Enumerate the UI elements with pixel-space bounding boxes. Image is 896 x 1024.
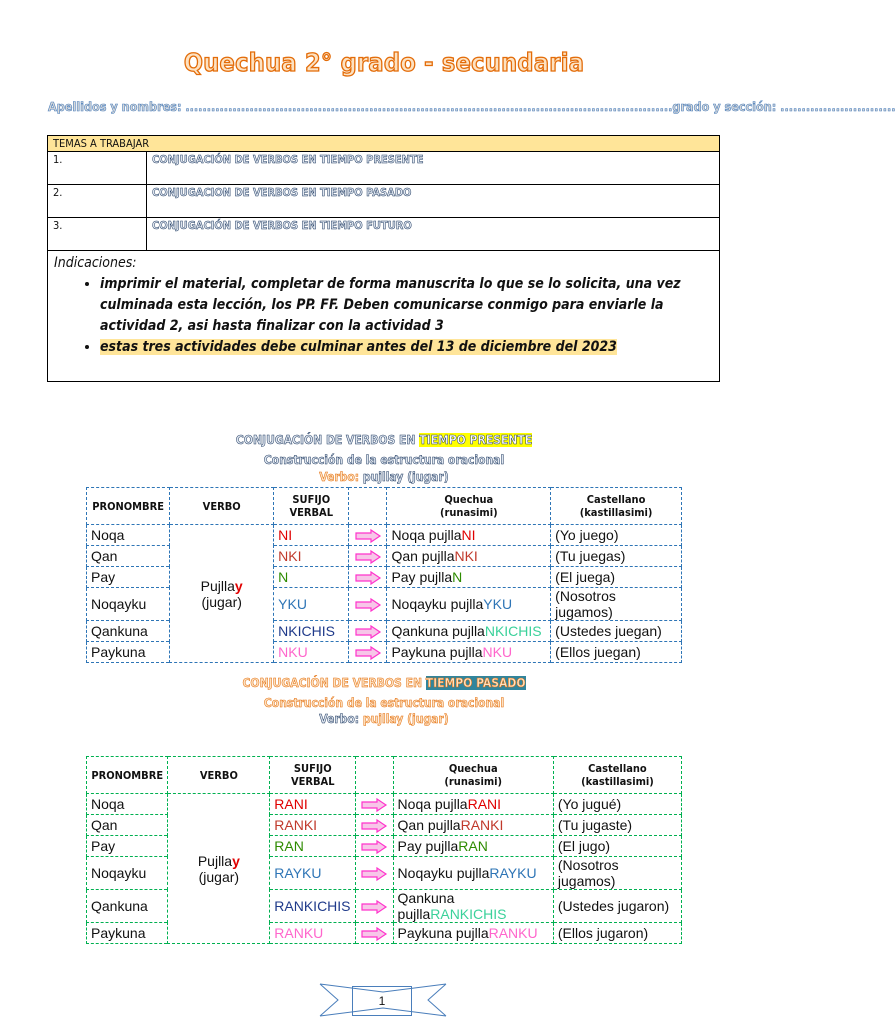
quechua-suffix: RANI bbox=[467, 796, 502, 812]
verb-gloss: (jugar) bbox=[198, 868, 240, 885]
header-quechua-line1: Quechua bbox=[444, 493, 494, 506]
present-heading bbox=[0, 433, 768, 447]
quechua-base: Qan pujlla bbox=[397, 817, 461, 833]
arrow-cell bbox=[356, 794, 393, 815]
header-suffix-line1: SUFIJO bbox=[292, 493, 331, 506]
pronoun-cell: Pay bbox=[87, 836, 168, 857]
suffix-cell: RANKICHIS bbox=[270, 890, 356, 923]
suffix-cell: NKI bbox=[274, 546, 349, 567]
header-spanish-line1: Castellano bbox=[586, 493, 646, 506]
right-arrow-icon bbox=[361, 927, 387, 941]
present-verb-line bbox=[0, 470, 768, 484]
past-verb-line bbox=[0, 712, 768, 726]
quechua-base: Paykuna pujlla bbox=[391, 644, 483, 660]
topic-row bbox=[48, 185, 720, 218]
verb-ending: y bbox=[232, 852, 240, 869]
spanish-cell: (Ellos juegan) bbox=[551, 642, 682, 663]
verb-cell bbox=[170, 525, 274, 663]
spanish-cell: (Yo jugué) bbox=[553, 794, 681, 815]
verb-stem: Pujlla bbox=[197, 852, 233, 869]
quechua-base: Pay pujlla bbox=[391, 569, 453, 585]
quechua-base: Noqayku pujlla bbox=[397, 865, 490, 881]
indication-item: • imprimir el material, completar de forma manuscrita lo que se lo solicita, una vez culminada esta lección, los PP. FF. Deben comunicarse conmigo para enviarle la actividad 2, asi hasta finalizar con la actividad 3 bbox=[100, 274, 713, 337]
topic-text: CONJUGACIÓN DE VERBOS EN TIEMPO FUTURO bbox=[147, 218, 720, 251]
quechua-cell bbox=[387, 642, 551, 663]
spanish-cell: (Yo juego) bbox=[551, 525, 682, 546]
arrow-cell bbox=[349, 642, 387, 663]
header-suffix-line2: VERBAL bbox=[289, 506, 334, 519]
header-arrow-blank bbox=[349, 488, 387, 525]
verb-cell bbox=[168, 794, 270, 944]
verb-stem: Pujlla bbox=[200, 577, 235, 594]
suffix-cell: NKICHIS bbox=[274, 621, 349, 642]
header-suffix bbox=[274, 488, 349, 525]
quechua-base: Qankuna pujlla bbox=[397, 890, 455, 922]
spanish-cell: (Ellos jugaron) bbox=[553, 923, 681, 944]
topic-row bbox=[48, 218, 720, 251]
right-arrow-icon bbox=[361, 819, 387, 833]
quechua-suffix: NKICHIS bbox=[484, 623, 542, 639]
pronoun-cell: Noqayku bbox=[87, 857, 168, 890]
quechua-cell bbox=[387, 567, 551, 588]
header-arrow-blank bbox=[356, 757, 393, 794]
topic-number: 3. bbox=[48, 218, 147, 251]
indication-deadline: estas tres actividades debe culminar antes del 13 de diciembre del 2023 bbox=[100, 339, 617, 355]
topic-number: 1. bbox=[48, 152, 147, 185]
header-verb: VERBO bbox=[168, 757, 270, 794]
pronoun-cell: Qan bbox=[87, 815, 168, 836]
conjugation-row bbox=[87, 525, 682, 546]
suffix-cell: NI bbox=[274, 525, 349, 546]
right-arrow-icon bbox=[355, 598, 381, 612]
right-arrow-icon bbox=[355, 529, 381, 543]
quechua-base: Noqayku pujlla bbox=[391, 596, 484, 612]
spanish-cell: (Nosotros jugamos) bbox=[551, 588, 682, 621]
arrow-cell bbox=[349, 567, 387, 588]
header-pronoun: PRONOMBRE bbox=[87, 488, 170, 525]
right-arrow-icon bbox=[355, 550, 381, 564]
topic-text: CONJUGACION DE VERBOS EN TIEMPO PASADO bbox=[147, 185, 720, 218]
right-arrow-icon bbox=[361, 867, 387, 881]
past-heading-tense: TIEMPO PASADO bbox=[425, 676, 526, 690]
spanish-cell: (El jugo) bbox=[553, 836, 681, 857]
topics-header: TEMAS A TRABAJAR bbox=[48, 136, 720, 152]
past-verb-label: Verbo: bbox=[319, 712, 360, 726]
quechua-base: Paykuna pujlla bbox=[397, 925, 489, 941]
pronoun-cell: Noqayku bbox=[87, 588, 170, 621]
indications-cell bbox=[48, 251, 720, 382]
pronoun-cell: Qankuna bbox=[87, 621, 170, 642]
header-verb: VERBO bbox=[170, 488, 274, 525]
right-arrow-icon bbox=[361, 840, 387, 854]
arrow-cell bbox=[356, 890, 393, 923]
header-quechua bbox=[393, 757, 553, 794]
quechua-base: Qankuna pujlla bbox=[391, 623, 485, 639]
suffix-cell: RANKU bbox=[270, 923, 356, 944]
quechua-suffix: YKU bbox=[483, 596, 513, 612]
header-spanish-line1: Castellano bbox=[588, 762, 647, 775]
indication-item bbox=[100, 337, 713, 358]
header-suffix-line1: SUFIJO bbox=[293, 762, 332, 775]
pronoun-cell: Noqa bbox=[87, 794, 168, 815]
quechua-cell bbox=[393, 815, 553, 836]
pronoun-cell: Pay bbox=[87, 567, 170, 588]
right-arrow-icon bbox=[355, 571, 381, 585]
suffix-cell: YKU bbox=[274, 588, 349, 621]
right-arrow-icon bbox=[355, 625, 381, 639]
names-line: Apellidos y nombres: ..................................................................................................................grado y sección: ........................... bbox=[48, 99, 896, 114]
quechua-suffix: RANKI bbox=[460, 817, 504, 833]
arrow-cell bbox=[349, 525, 387, 546]
pronoun-cell: Qankuna bbox=[87, 890, 168, 923]
quechua-cell bbox=[393, 857, 553, 890]
arrow-cell bbox=[356, 836, 393, 857]
header-quechua-line2: (runasimi) bbox=[444, 775, 503, 788]
quechua-suffix: NKU bbox=[482, 644, 513, 660]
suffix-cell: RAYKU bbox=[270, 857, 356, 890]
spanish-cell: (El juega) bbox=[551, 567, 682, 588]
quechua-cell bbox=[387, 588, 551, 621]
past-subheading: Construcción de la estructura oracional bbox=[263, 696, 505, 710]
quechua-suffix: NKI bbox=[454, 548, 478, 564]
quechua-base: Qan pujlla bbox=[391, 548, 455, 564]
header-pronoun: PRONOMBRE bbox=[87, 757, 168, 794]
spanish-cell: (Tu juegas) bbox=[551, 546, 682, 567]
spanish-cell: (Tu jugaste) bbox=[553, 815, 681, 836]
indications-list bbox=[54, 274, 713, 358]
present-conjugation-table bbox=[86, 487, 682, 663]
header-spanish bbox=[551, 488, 682, 525]
page-number: 1 bbox=[352, 986, 412, 1016]
topic-row bbox=[48, 152, 720, 185]
header-suffix-line2: VERBAL bbox=[290, 775, 335, 788]
arrow-cell bbox=[349, 621, 387, 642]
past-verb-value: pujllay (jugar) bbox=[359, 712, 449, 726]
spanish-cell: (Ustedes juegan) bbox=[551, 621, 682, 642]
right-arrow-icon bbox=[361, 900, 387, 914]
pronoun-cell: Paykuna bbox=[87, 923, 168, 944]
arrow-cell bbox=[349, 546, 387, 567]
quechua-suffix: N bbox=[452, 569, 463, 585]
present-subheading: Construcción de la estructura oracional bbox=[263, 453, 505, 467]
quechua-cell bbox=[393, 890, 553, 923]
right-arrow-icon bbox=[361, 798, 387, 812]
quechua-base: Noqa pujlla bbox=[397, 796, 468, 812]
suffix-cell: NKU bbox=[274, 642, 349, 663]
suffix-cell: RAN bbox=[270, 836, 356, 857]
arrow-cell bbox=[356, 923, 393, 944]
pronoun-cell: Paykuna bbox=[87, 642, 170, 663]
quechua-cell bbox=[393, 794, 553, 815]
arrow-cell bbox=[356, 857, 393, 890]
quechua-base: Noqa pujlla bbox=[391, 527, 462, 543]
past-heading-prefix: CONJUGACIÓN DE VERBOS EN bbox=[242, 676, 426, 690]
quechua-suffix: RANKICHIS bbox=[430, 906, 507, 922]
header-spanish-line2: (kastillasimi) bbox=[581, 775, 654, 788]
present-heading-tense: TIEMPO PRESENTE bbox=[419, 433, 533, 447]
quechua-cell bbox=[393, 923, 553, 944]
arrow-cell bbox=[356, 815, 393, 836]
header-quechua-line2: (runasimi) bbox=[439, 506, 498, 519]
header-suffix bbox=[270, 757, 356, 794]
quechua-cell bbox=[387, 621, 551, 642]
verb-ending: y bbox=[234, 577, 243, 594]
document-title: Quechua 2° grado - secundaria bbox=[183, 48, 585, 77]
conjugation-row bbox=[87, 794, 682, 815]
quechua-suffix: RANKU bbox=[488, 925, 538, 941]
present-heading-prefix: CONJUGACIÓN DE VERBOS EN bbox=[235, 433, 420, 447]
header-quechua bbox=[387, 488, 551, 525]
quechua-cell bbox=[393, 836, 553, 857]
suffix-cell: N bbox=[274, 567, 349, 588]
quechua-cell bbox=[387, 525, 551, 546]
arrow-cell bbox=[349, 588, 387, 621]
present-verb-label: Verbo: bbox=[319, 470, 360, 484]
spanish-cell: (Nosotros jugamos) bbox=[553, 857, 681, 890]
quechua-base: Pay pujlla bbox=[397, 838, 459, 854]
indications-title: Indicaciones: bbox=[54, 255, 137, 271]
header-spanish-line2: (kastillasimi) bbox=[579, 506, 653, 519]
verb-gloss: (jugar) bbox=[201, 593, 242, 610]
spanish-cell: (Ustedes jugaron) bbox=[553, 890, 681, 923]
quechua-suffix: RAYKU bbox=[489, 865, 537, 881]
quechua-suffix: RAN bbox=[458, 838, 488, 854]
pronoun-cell: Noqa bbox=[87, 525, 170, 546]
suffix-cell: RANKI bbox=[270, 815, 356, 836]
present-verb-value: pujllay (jugar) bbox=[359, 470, 449, 484]
suffix-cell: RANI bbox=[270, 794, 356, 815]
header-spanish bbox=[553, 757, 681, 794]
topics-table bbox=[47, 135, 720, 382]
pronoun-cell: Qan bbox=[87, 546, 170, 567]
past-conjugation-table bbox=[86, 756, 682, 944]
topic-text: CONJUGACIÓN DE VERBOS EN TIEMPO PRESENTE bbox=[147, 152, 720, 185]
past-heading bbox=[0, 676, 768, 690]
right-arrow-icon bbox=[355, 646, 381, 660]
quechua-suffix: NI bbox=[461, 527, 476, 543]
topic-number: 2. bbox=[48, 185, 147, 218]
header-quechua-line1: Quechua bbox=[448, 762, 498, 775]
quechua-cell bbox=[387, 546, 551, 567]
